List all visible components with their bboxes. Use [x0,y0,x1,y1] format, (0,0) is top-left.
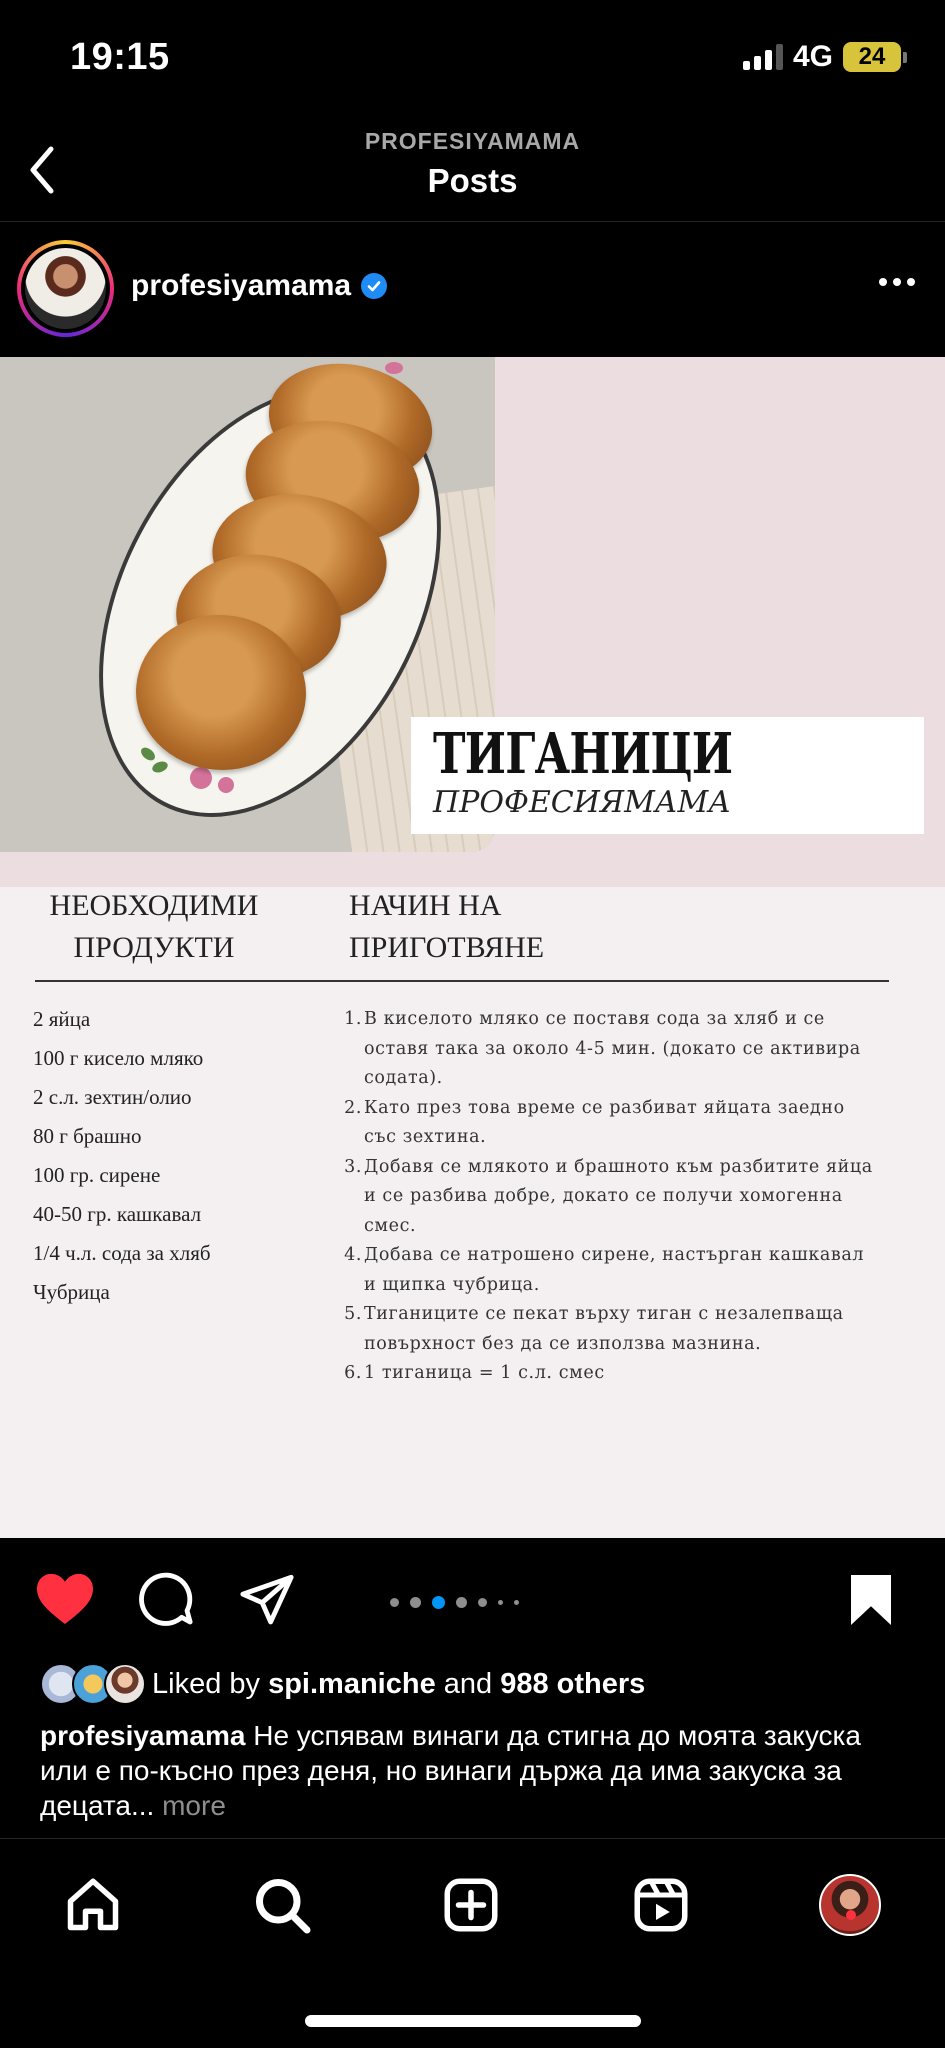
more-options-icon[interactable] [879,278,915,286]
step-number: 4. [344,1245,362,1265]
tab-home[interactable] [60,1872,126,1938]
carousel-dot [498,1600,503,1605]
step-number [340,1212,362,1242]
signal-icon [743,44,783,70]
carousel-dot-active [432,1596,445,1609]
send-icon [238,1570,296,1628]
step-text: В киселото мляко се поставя сода за хляб и се [364,1009,825,1029]
method-heading [349,885,544,969]
home-indicator[interactable] [305,2015,641,2027]
likes-count[interactable]: 988 others [500,1667,646,1700]
likes-row[interactable] [40,1660,645,1708]
method-step [340,1153,920,1183]
step-text: Добава се натрошено сирене, настърган кашкавал [364,1245,865,1265]
post-caption [40,1718,910,1823]
carousel-dot [456,1597,467,1608]
step-text: и се разбива добре, докато се получи хомогенна [364,1186,843,1206]
like-button[interactable] [34,1570,96,1631]
method-heading-line2: ПРИГОТВЯНЕ [349,931,545,964]
ingredient-item: 2 с.л. зехтин/олио [33,1085,192,1109]
battery-level: 24 [858,43,886,70]
ingredient-item: 1/4 ч.л. сода за хляб [33,1241,211,1265]
method-step-continuation [340,1123,920,1153]
step-text: оставя така за около 4-5 мин. (докато се активира [364,1038,861,1059]
liked-by-prefix: Liked by [152,1667,261,1700]
comment-button[interactable] [137,1570,195,1633]
step-text: повърхност без да се използва мазнина. [364,1333,762,1354]
carousel-dot [390,1598,399,1607]
tab-search[interactable] [249,1872,315,1938]
method-step-continuation [340,1330,920,1360]
tab-reels[interactable] [628,1872,694,1938]
method-step [340,1300,920,1330]
method-step-continuation [340,1182,920,1212]
method-step-continuation [340,1271,920,1301]
method-step [340,1241,920,1271]
method-step [340,1094,920,1124]
step-number [340,1182,362,1212]
method-step [340,1359,920,1389]
post-image[interactable] [0,357,945,1538]
caption-username[interactable]: profesiyamama [40,1720,246,1751]
step-text: Тиганиците се пекат върху тиган с незалепваща [364,1304,844,1324]
verified-badge-icon [361,273,387,299]
carousel-dot [514,1600,519,1605]
ingredients-heading [44,885,264,969]
divider [35,980,889,982]
nav-header [0,118,945,222]
step-text: Добавя се млякото и брашното към разбитите яйца [364,1156,873,1177]
ingredients-heading-line2: ПРОДУКТИ [73,931,235,964]
story-avatar[interactable] [17,240,114,337]
status-bar [0,0,945,118]
comment-icon [137,1570,195,1628]
heart-filled-icon [34,1570,96,1626]
method-steps [340,1005,920,1389]
status-time: 19:15 [70,36,170,78]
recipe-subtitle: ПРОФЕСИЯМАМА [433,785,731,820]
recipe-title: ТИГАНИЦИ [433,721,733,787]
battery-icon [843,42,901,72]
post-username[interactable] [131,269,387,303]
step-number: 1. [344,1009,362,1029]
step-text: смес. [364,1215,417,1236]
caption-more-link[interactable]: more [154,1790,226,1821]
reels-icon [631,1875,691,1935]
share-button[interactable] [238,1570,296,1633]
save-button[interactable] [846,1572,896,1633]
home-icon [63,1875,123,1935]
step-number: 2. [344,1097,362,1118]
ingredients-heading-line1: НЕОБХОДИМИ [49,889,259,922]
caption-text: Не успявам винаги да стигна до моята закуска или е по-късно през деня, но винаги държа да има закуска за децата... [40,1720,861,1821]
tab-create[interactable] [438,1872,504,1938]
liked-by-user[interactable]: spi.maniche [268,1667,436,1700]
carousel-dot [478,1598,487,1607]
ingredient-item: 40-50 гр. кашкавал [33,1202,202,1226]
username-label: profesiyamama [131,269,352,302]
method-heading-line1: НАЧИН НА [349,889,502,922]
carousel-dot [410,1597,421,1608]
ingredient-item: 100 гр. сирене [33,1163,161,1187]
nav-account-name: PROFESIYAMAMA [364,128,581,154]
ingredient-item: 80 г брашно [33,1124,142,1148]
carousel-indicator [390,1596,519,1609]
step-number [340,1271,362,1301]
step-number: 5. [344,1304,362,1324]
step-text: Като през това време се разбиват яйцата заедно [364,1097,845,1118]
ingredient-item: Чубрица [33,1280,110,1304]
search-icon [252,1875,312,1935]
ingredient-item: 100 г кисело мляко [33,1046,204,1070]
method-step-continuation [340,1064,920,1094]
step-number [340,1330,362,1360]
liked-by-and: and [443,1667,493,1700]
step-number [340,1035,362,1065]
post-header [0,222,945,357]
method-step-continuation [340,1035,920,1065]
method-step-continuation [340,1212,920,1242]
step-number [340,1123,362,1153]
recipe-title-box [411,717,924,834]
step-number [340,1064,362,1094]
battery-tip [903,52,907,63]
notification-dot [846,1910,856,1920]
step-text: содата). [364,1068,443,1088]
profile-avatar [819,1874,881,1936]
page-title: Posts [427,162,518,199]
step-text: със зехтина. [364,1127,487,1147]
ingredients-list [33,1000,211,1312]
avatar [104,1663,146,1705]
method-step [340,1005,920,1035]
bookmark-filled-icon [846,1572,896,1628]
liker-avatars [40,1663,136,1705]
tab-profile[interactable] [817,1872,883,1938]
status-indicators [743,40,907,74]
step-number: 6. [344,1363,362,1383]
ingredient-item: 2 яйца [33,1007,91,1031]
avatar [25,248,106,329]
step-text: и щипка чубрица. [364,1274,540,1295]
step-number: 3. [344,1156,362,1177]
step-text: 1 тиганица = 1 с.л. смес [364,1363,605,1383]
post-action-bar [0,1538,945,1658]
network-type: 4G [792,40,833,73]
create-icon [441,1875,501,1935]
